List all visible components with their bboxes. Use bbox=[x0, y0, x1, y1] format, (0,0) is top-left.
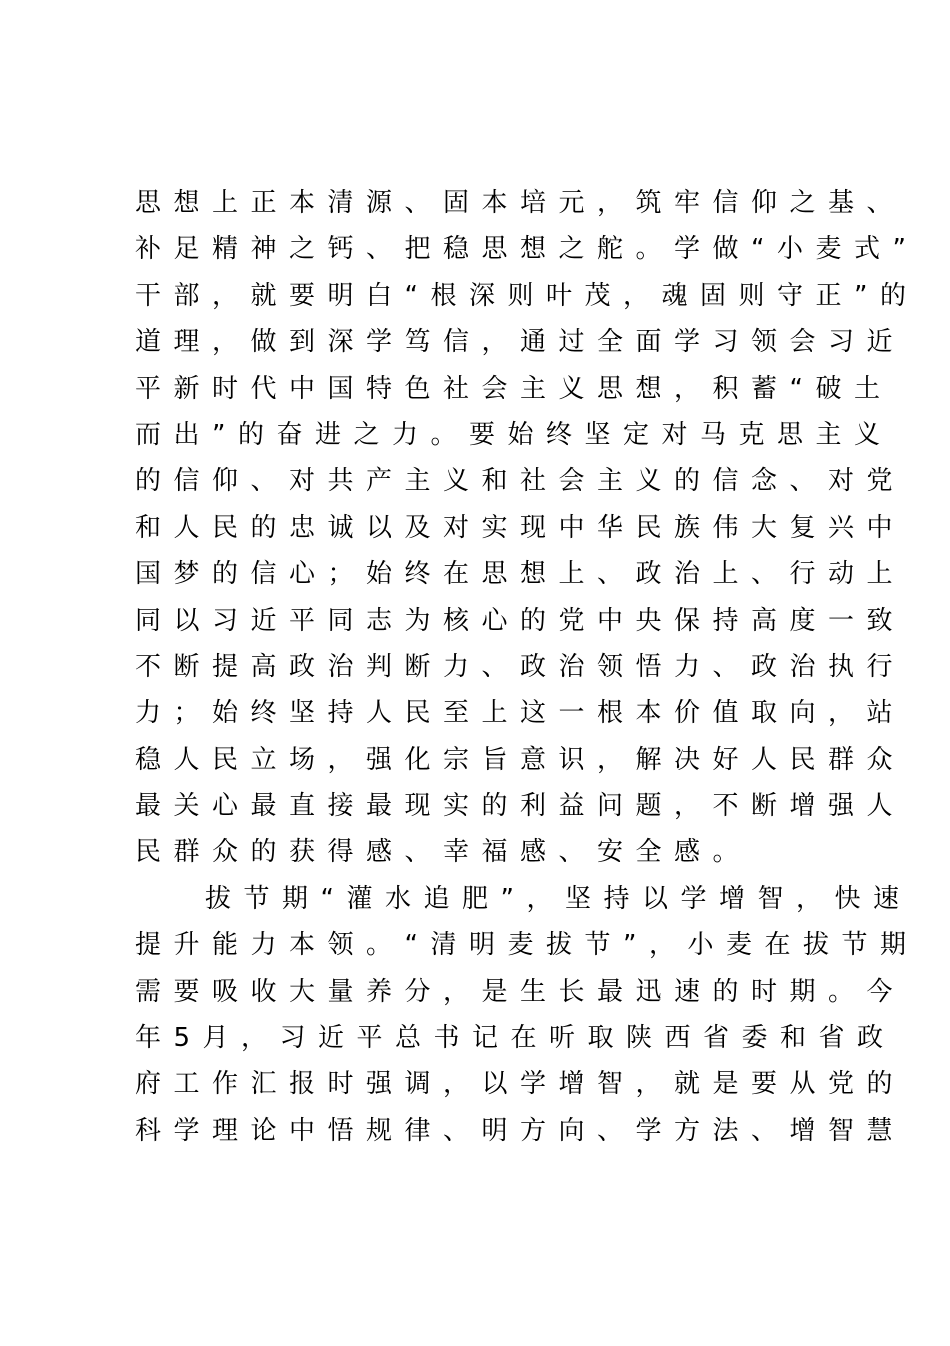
text-line: 而出”的奋进之力。要始终坚定对马克思主义 bbox=[135, 419, 893, 450]
paragraph-start-line: 拔节期“灌水追肥”，坚持以学增智，快速 bbox=[205, 883, 912, 914]
text-line: 和人民的忠诚以及对实现中华民族伟大复兴中 bbox=[135, 512, 906, 543]
text-line: 道理，做到深学笃信，通过全面学习领会习近 bbox=[135, 327, 906, 358]
text-line: 力；始终坚持人民至上这一根本价值取向，站 bbox=[135, 698, 906, 729]
text-line: 最关心最直接最现实的利益问题，不断增强人 bbox=[135, 791, 906, 822]
text-line: 国梦的信心；始终在思想上、政治上、行动上 bbox=[135, 559, 906, 590]
text-line: 年5月，习近平总书记在听取陕西省委和省政 bbox=[135, 1023, 896, 1054]
text-line: 同以习近平同志为核心的党中央保持高度一致 bbox=[135, 605, 906, 636]
text-line: 平新时代中国特色社会主义思想，积蓄“破土 bbox=[135, 373, 893, 404]
text-line: 府工作汇报时强调，以学增智，就是要从党的 bbox=[135, 1069, 906, 1100]
text-line: 提升能力本领。“清明麦拔节”，小麦在拔节期 bbox=[135, 930, 919, 961]
text-line: 科学理论中悟规律、明方向、学方法、增智慧 bbox=[135, 1115, 906, 1146]
text-line: 的信仰、对共产主义和社会主义的信念、对党 bbox=[135, 466, 906, 497]
text-line: 不断提高政治判断力、政治领悟力、政治执行 bbox=[135, 651, 906, 682]
text-line: 补足精神之钙、把稳思想之舵。学做“小麦式” bbox=[135, 234, 919, 265]
text-line: 稳人民立场，强化宗旨意识，解决好人民群众 bbox=[135, 744, 906, 775]
text-line: 民群众的获得感、幸福感、安全感。 bbox=[135, 837, 752, 868]
text-line: 干部，就要明白“根深则叶茂，魂固则守正”的 bbox=[135, 280, 919, 311]
body-text bbox=[135, 180, 919, 1154]
text-line: 需要吸收大量养分，是生长最迅速的时期。今 bbox=[135, 976, 906, 1007]
text-line: 思想上正本清源、固本培元，筑牢信仰之基、 bbox=[135, 188, 906, 218]
